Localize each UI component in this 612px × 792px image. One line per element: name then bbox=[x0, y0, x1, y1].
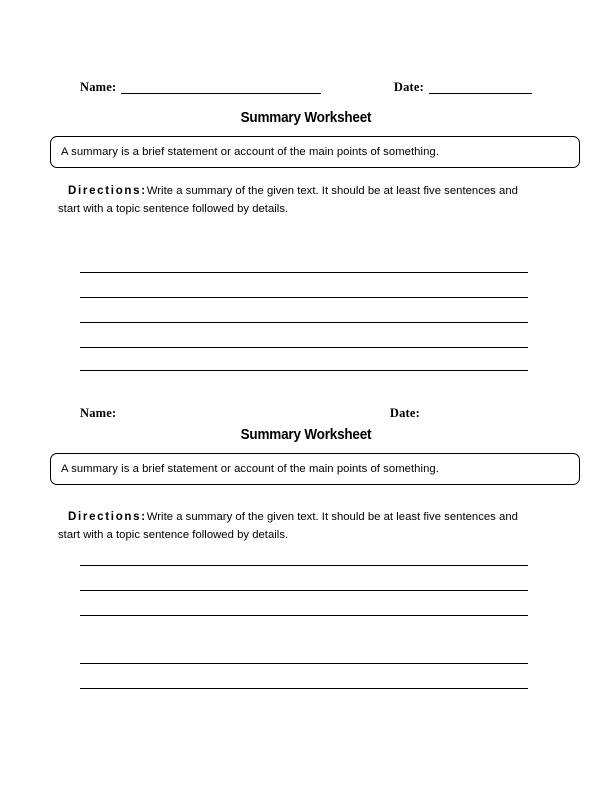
date-label: Date: bbox=[393, 80, 424, 94]
answer-line[interactable] bbox=[80, 272, 528, 273]
definition-box bbox=[50, 136, 580, 168]
definition-text: A summary is a brief statement or account of the main points of something. bbox=[61, 463, 439, 475]
answer-line[interactable] bbox=[80, 663, 528, 664]
page-title: Summary Worksheet bbox=[240, 110, 372, 126]
answer-line[interactable] bbox=[80, 347, 528, 348]
answer-line[interactable] bbox=[80, 370, 528, 371]
page-title: Summary Worksheet bbox=[240, 427, 372, 443]
name-input-rule[interactable] bbox=[121, 82, 321, 94]
date-input-rule[interactable] bbox=[429, 82, 532, 94]
name-field[interactable] bbox=[80, 81, 321, 94]
answer-line[interactable] bbox=[80, 297, 528, 298]
answer-line[interactable] bbox=[80, 615, 528, 616]
answer-line[interactable] bbox=[80, 590, 528, 591]
directions-block bbox=[58, 508, 528, 544]
definition-text: A summary is a brief statement or account of the main points of something. bbox=[61, 146, 439, 158]
answer-line[interactable] bbox=[80, 688, 528, 689]
answer-line[interactable] bbox=[80, 322, 528, 323]
name-label: Name: bbox=[80, 80, 117, 94]
directions-block bbox=[58, 182, 528, 218]
name-date-row bbox=[80, 74, 532, 94]
name-label: Name: bbox=[80, 406, 117, 420]
answer-line[interactable] bbox=[80, 565, 528, 566]
date-field[interactable] bbox=[390, 407, 420, 420]
directions-body: Write a summary of the given text. It should be at least five sentences and start with a topic sentence followed by details. bbox=[58, 185, 518, 215]
name-date-row bbox=[80, 400, 532, 420]
date-field[interactable] bbox=[394, 81, 532, 94]
name-field[interactable] bbox=[80, 407, 116, 420]
directions-label: Directions: bbox=[68, 511, 147, 523]
directions-label: Directions: bbox=[68, 185, 147, 197]
directions-body: Write a summary of the given text. It should be at least five sentences and start with a topic sentence followed by details. bbox=[58, 511, 518, 541]
date-label: Date: bbox=[389, 406, 420, 420]
definition-box bbox=[50, 453, 580, 485]
